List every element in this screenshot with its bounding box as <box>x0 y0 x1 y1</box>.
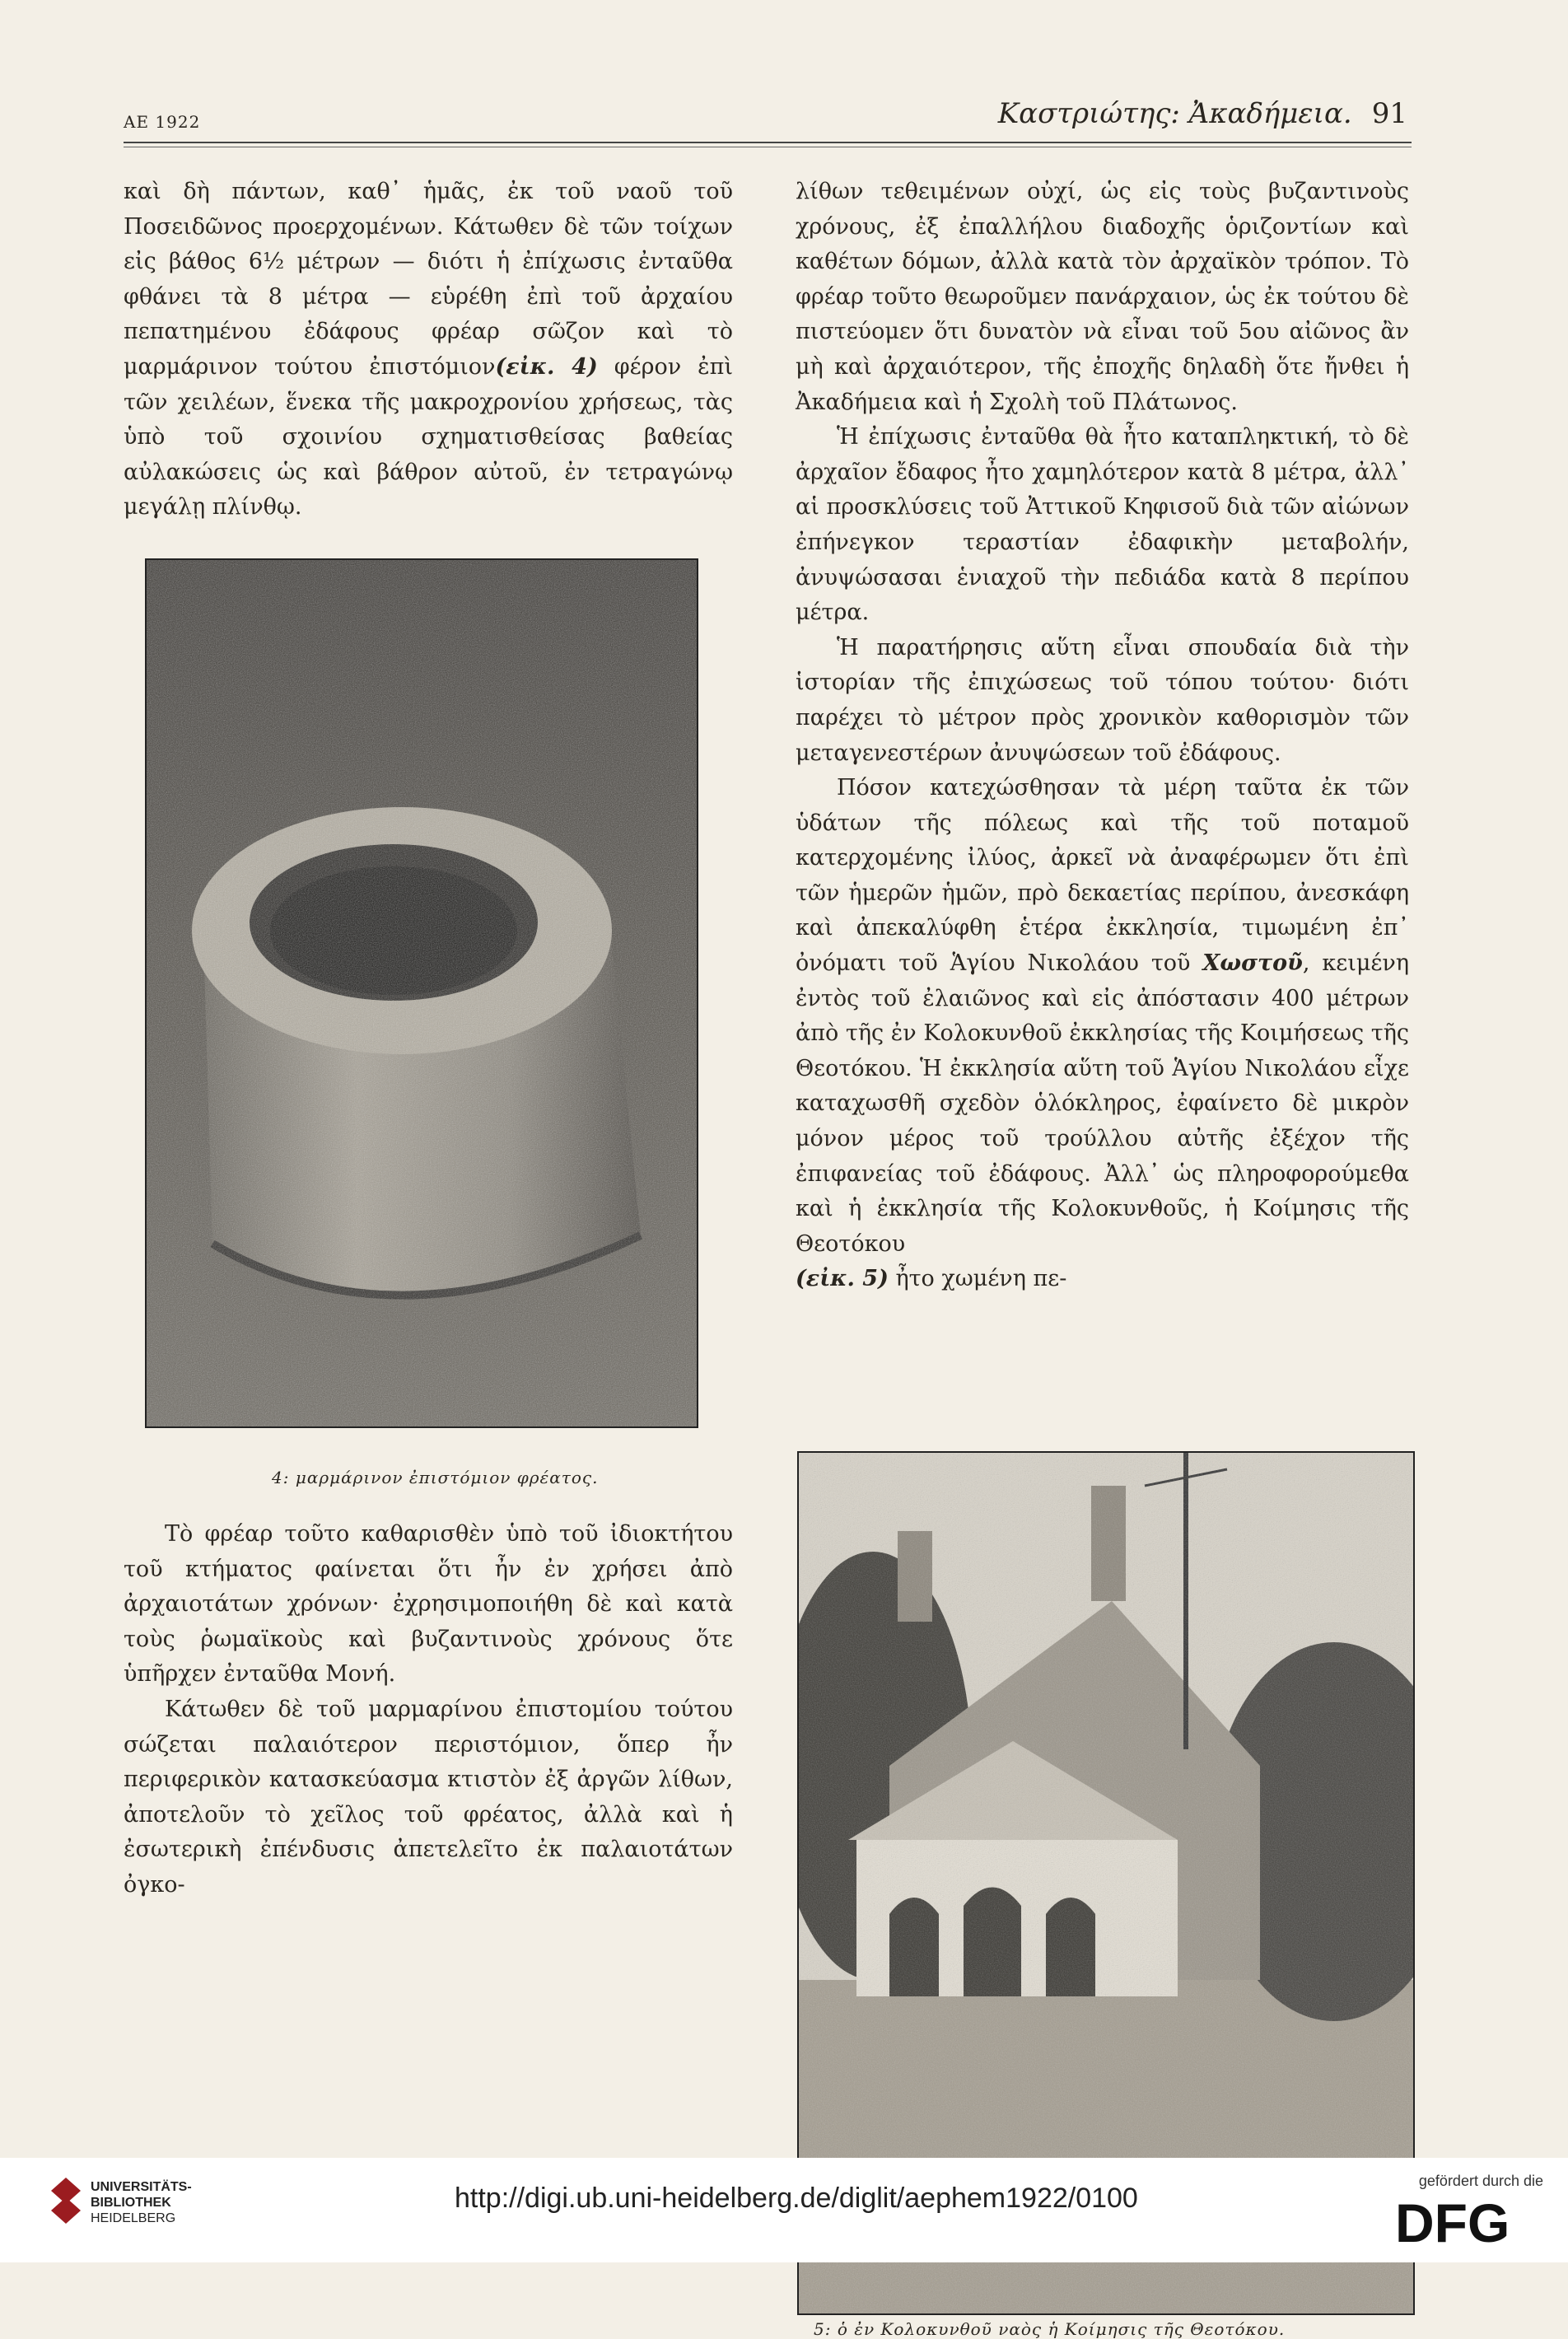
permalink-url[interactable]: http://digi.ub.uni-heidelberg.de/diglit/aephem1922/0100 <box>455 2183 1138 2214</box>
dfg-logo <box>1395 2194 1543 2248</box>
well-photograph <box>145 558 698 1428</box>
paragraph-text: , κειμένη ἐντὸς τοῦ ἐλαιῶνος καὶ εἰς ἀπόστασιν 400 μέτρων ἀπὸ τῆς ἐν Κολοκυνθοῦ ἐκκλησίας τῆς Κοιμήσεως τῆς Θεοτόκου. Ἡ ἐκκλησία αὕτη τοῦ Ἁγίου Νικολάου εἶχε καταχωσθῆ σχεδὸν ὁλόκληρος, ἐφαίνετο δὲ μικρὸν μόνον μέρος τοῦ τρούλλου αὐτῆς ἐξέχον τῆς ἐπιφανείας τοῦ ἐδάφους. Ἀλλ᾿ ὡς πληροφορούμεθα καὶ ἡ ἐκκλησία τῆς Κολοκυνθοῦς, ἡ Κοίμησις τῆς Θεοτόκου <box>796 950 1409 1257</box>
paragraph <box>124 1692 733 1903</box>
left-column-top <box>124 175 733 525</box>
paragraph-text: Πόσον κατεχώσθησαν τὰ μέρη ταῦτα ἐκ τῶν ὑδάτων τῆς πόλεως καὶ τῆς τοῦ ποταμοῦ κατερχομένης ἰλύος, ἀρκεῖ νὰ ἀναφέρωμεν ὅτι ἐπὶ τῶν ἡμερῶν ἡμῶν, πρὸ δεκαετίας περίπου, ἀνεσκάφη καὶ ἀπεκαλύφθη ἑτέρα ἐκκλησία, τιμωμένη ἐπ᾿ ὀνόματι τοῦ Ἁγίου Νικολάου τοῦ <box>796 775 1409 977</box>
paragraph-text: Κάτωθεν δὲ τοῦ μαρμαρίνου ἐπιστομίου τούτου σώζεται παλαιότερον περιστόμιον, ὅπερ ἦν περιφερικὸν κατασκεύασμα κτιστὸν ἐξ ἀργῶν λίθων, ἀποτελοῦν τὸ χεῖλος τοῦ φρέατος, ἀλλὰ καὶ ἡ ἐσωτερικὴ ἐπένδυσις ἀπετελεῖτο ἐκ παλαιοτάτων ὀγκο- <box>124 1696 733 1898</box>
dfg-logo-text: DFG <box>1395 2194 1510 2248</box>
right-column <box>796 175 1409 1297</box>
well-mouth-image <box>147 560 697 1426</box>
figure-reference: Χωστοῦ <box>1202 950 1303 977</box>
journal-abbrev: ΑΕ 1922 <box>124 112 201 132</box>
left-column-bottom <box>124 1517 733 1903</box>
header-rule <box>124 142 1412 143</box>
paragraph <box>796 175 1409 420</box>
paragraph-text: Ἡ ἐπίχωσις ἐνταῦθα θὰ ἦτο καταπληκτική, τὸ δὲ ἀρχαῖον ἔδαφος ἦτο χαμηλότερον κατὰ 8 μέτρα, ἀλλ᾿ αἱ προσκλύσεις τοῦ Ἀττικοῦ Κηφισοῦ διὰ τῶν αἰώνων ἐπήνεγκον τεραστίαν ἐδαφικὴν μεταβολήν, ἀνυψώσασαι ἑνιαχοῦ τὴν πεδιάδα κατὰ 8 περίπου μέτρα. <box>796 424 1409 626</box>
paragraph-text: ἦτο χωμένη πε- <box>888 1266 1067 1292</box>
university-library-logo-icon <box>49 2176 82 2225</box>
paragraph <box>796 631 1409 771</box>
funding-note: gefördert durch die <box>1418 2173 1543 2189</box>
page-number: 91 <box>1371 97 1407 130</box>
paragraph <box>796 1262 1409 1297</box>
paragraph-text: λίθων τεθειμένων οὐχί, ὡς εἰς τοὺς βυζαντινοὺς χρόνους, ἐξ ἐπαλλήλου διαδοχῆς ὁριζοντίων καὶ καθέτων δόμων, ἀλλὰ κατὰ τὸν ἀρχαϊκὸν τρόπον. Τὸ φρέαρ τοῦτο θεωροῦμεν πανάρχαιον, ὡς ἐκ τούτου δὲ πιστεύομεν ὅτι δυνατὸν νὰ εἶναι τοῦ 5ου αἰῶνος ἂν μὴ καὶ ἀρχαιότερον, τῆς ἐποχῆς δηλαδὴ ὅτε ἤνθει ἡ Ἀκαδήμεια καὶ ἡ Σχολὴ τοῦ Πλάτωνος. <box>796 179 1409 415</box>
figure-5-caption: 5: ὁ ἐν Κολοκυνθοῦ ναὸς ἡ Κοίμησις τῆς Θεοτόκου. <box>814 2319 1286 2339</box>
running-title: Καστριώτης: Ἀκαδήμεια. <box>997 97 1352 130</box>
paragraph <box>796 771 1409 1262</box>
paragraph <box>796 420 1409 631</box>
paragraph-text: Ἡ παρατήρησις αὕτη εἶναι σπουδαία διὰ τὴν ἱστορίαν τῆς ἐπιχώσεως τοῦ τόπου τούτου· διότι παρέχει τὸ μέτρον πρὸς χρονικὸν καθορισμὸν τῶν μεταγενεστέρων ἀνυψώσεων τοῦ ἐδάφους. <box>796 634 1409 766</box>
figure-reference: (εἰκ. 4) <box>495 353 598 380</box>
university-library-name: UNIVERSITÄTS- BIBLIOTHEK HEIDELBERG <box>91 2180 192 2225</box>
figure-reference: (εἰκ. 5) <box>796 1266 889 1292</box>
running-head <box>998 97 1407 130</box>
paragraph <box>124 175 733 525</box>
figure-4-caption: 4: μαρμάρινον ἐπιστόμιον φρέατος. <box>272 1468 599 1487</box>
paragraph-text: Τὸ φρέαρ τοῦτο καθαρισθὲν ὑπὸ τοῦ ἰδιοκτήτου τοῦ κτήματος φαίνεται ὅτι ἦν ἐν χρήσει ἀπὸ ἀρχαιοτάτων χρόνων· ἐχρησιμοποιήθη δὲ καὶ κατὰ τοὺς ῥωμαϊκοὺς καὶ βυζαντινοὺς χρόνους ὅτε ὑπῆρχεν ἐνταῦθα Μονή. <box>124 1521 733 1688</box>
paragraph-text: καὶ δὴ πάντων, καθ᾿ ἡμᾶς, ἐκ τοῦ ναοῦ τοῦ Ποσειδῶνος προερχομένων. Κάτωθεν δὲ τῶν τοίχων εἰς βάθος 6½ μέτρων — διότι ἡ ἐπίχωσις ἐνταῦθα φθάνει τὰ 8 μέτρα — εὑρέθη ἐπὶ τοῦ ἀρχαίου πεπατημένου ἐδάφους φρέαρ σῶζον καὶ τὸ μαρμάρινον τούτου ἐπιστόμιον <box>124 179 733 380</box>
paragraph <box>124 1517 733 1692</box>
digitization-footer <box>0 2158 1568 2262</box>
paragraph-text: φέρον ἐπὶ τῶν χειλέων, ἕνεκα τῆς μακροχρονίου χρήσεως, τὰς ὑπὸ τοῦ σχοινίου σχηματισθείσας βαθείας αὐλακώσεις ὡς καὶ βάθρον αὐτοῦ, ἐν τετραγώνῳ μεγάλῃ πλίνθῳ. <box>124 353 733 521</box>
